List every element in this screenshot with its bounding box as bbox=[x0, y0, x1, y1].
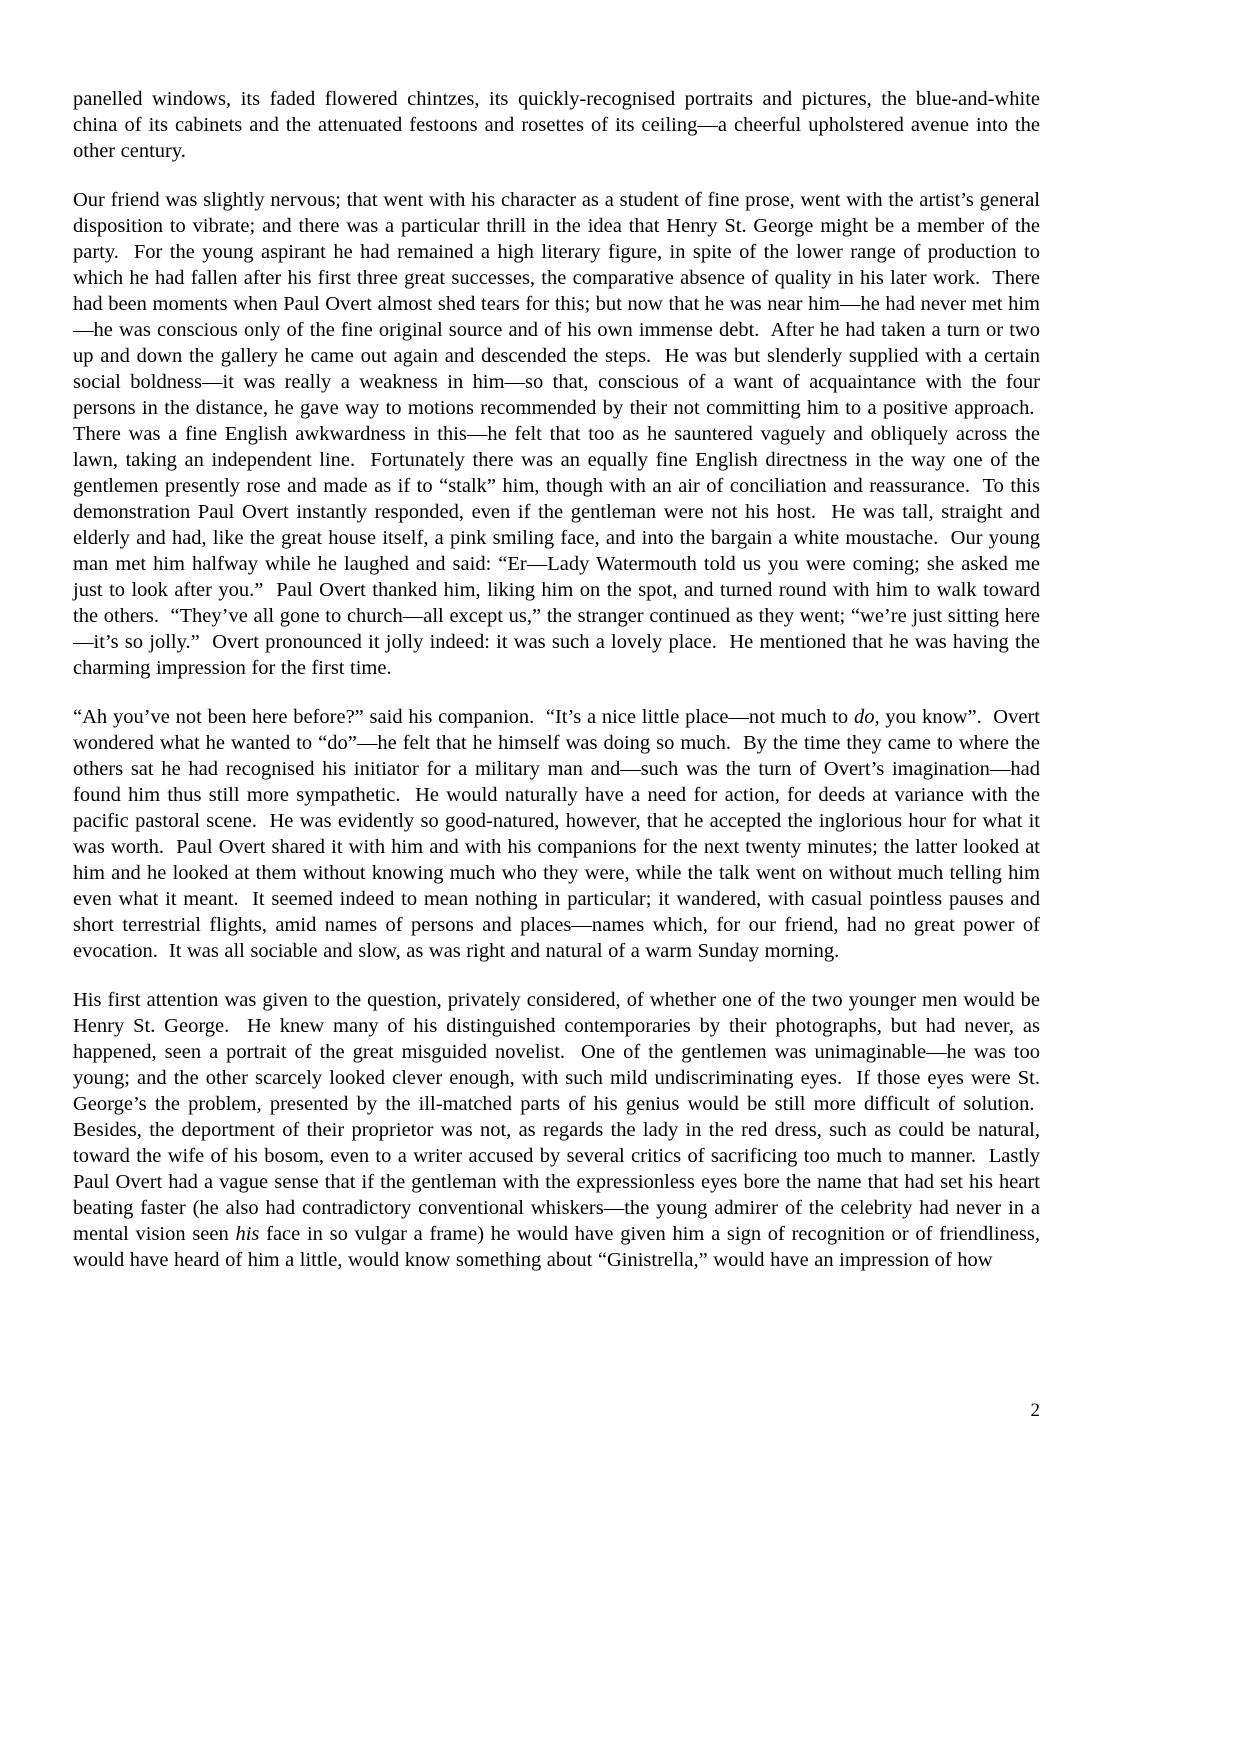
paragraph bbox=[73, 86, 1040, 164]
italic-text-run: his bbox=[235, 1223, 260, 1245]
page-footer bbox=[73, 1399, 1040, 1423]
text-run: panelled windows, its faded flowered chintzes, its quickly-recognised portraits and pictures, the blue-and-white china of its cabinets and the attenuated festoons and rosettes of its ceiling—a cheerful upholstered avenue into the other century. bbox=[73, 88, 1040, 162]
text-run: , you know”. Overt wondered what he wanted to “do”—he felt that he himself was doing so much. By the time they came to where the others sat he had recognised his initiator for a military man and—such was the turn of Overt’s imagination—had found him thus still more sympathetic. He would naturally have a need for action, for deeds at variance with the pacific pastoral scene. He was evidently so good-natured, however, that he accepted the inglorious hour for what it was worth. Paul Overt shared it with him and with his companions for the next twenty minutes; the latter looked at him and he looked at them without knowing much who they were, while the talk went on without much telling him even what it meant. It seemed indeed to mean nothing in particular; it wandered, with casual pointless pauses and short terrestrial flights, amid names of persons and places—names which, for our friend, had no great power of evocation. It was all sociable and slow, as was right and natural of a warm Sunday morning. bbox=[73, 706, 1040, 962]
paragraph bbox=[73, 704, 1040, 964]
page-number: 2 bbox=[1030, 1400, 1040, 1421]
italic-text-run: do bbox=[853, 706, 875, 728]
text-run: face in so vulgar a frame) he would have given him a sign of recognition or of friendliness, would have heard of him a little, would know something about “Ginistrella,” would have an impression of how bbox=[73, 1223, 1040, 1271]
paragraph bbox=[73, 187, 1040, 681]
text-run: Our friend was slightly nervous; that went with his character as a student of fine prose, went with the artist’s general disposition to vibrate; and there was a particular thrill in the idea that Henry St. George might be a member of the party. For the young aspirant he had remained a high literary figure, in spite of the lower range of production to which he had fallen after his first three great successes, the comparative absence of quality in his later work. There had been moments when Paul Overt almost shed tears for this; but now that he was near him—he had never met him—he was conscious only of the fine original source and of his own immense debt. After he had taken a turn or two up and down the gallery he came out again and descended the steps. He was but slenderly supplied with a certain social boldness—it was really a weakness in him—so that, conscious of a want of acquaintance with the four persons in the distance, he gave way to motions recommended by their not committing him to a positive approach. There was a fine English awkwardness in this—he felt that too as he sauntered vaguely and obliquely across the lawn, taking an independent line. Fortunately there was an equally fine English directness in the way one of the gentlemen presently rose and made as if to “stalk” him, though with an air of conciliation and reassurance. To this demonstration Paul Overt instantly responded, even if the gentleman were not his host. He was tall, straight and elderly and had, like the great house itself, a pink smiling face, and into the bargain a white moustache. Our young man met him halfway while he laughed and said: “Er—Lady Watermouth told us you were coming; she asked me just to look after you.” Paul Overt thanked him, liking him on the spot, and turned round with him to walk toward the others. “They’ve all gone to church—all except us,” the stranger continued as they went; “we’re just sitting here—it’s so jolly.” Overt pronounced it jolly indeed: it was such a lovely place. He mentioned that he was having the charming impression for the first time. bbox=[73, 189, 1040, 679]
text-run: “Ah you’ve not been here before?” said his companion. “It’s a nice little place—not much to bbox=[73, 706, 854, 728]
paragraph bbox=[73, 987, 1040, 1273]
text-run: His first attention was given to the question, privately considered, of whether one of the two younger men would be Henry St. George. He knew many of his distinguished contemporaries by their photographs, but had never, as happened, seen a portrait of the great misguided novelist. One of the gentlemen was unimaginable—he was too young; and the other scarcely looked clever enough, with such mild undiscriminating eyes. If those eyes were St. George’s the problem, presented by the ill-matched parts of his genius would be still more difficult of solution. Besides, the deportment of their proprietor was not, as regards the lady in the red dress, such as could be natural, toward the wife of his bosom, even to a writer accused by several critics of sacrificing too much to manner. Lastly Paul Overt had a vague sense that if the gentleman with the expressionless eyes bore the name that had set his heart beating faster (he also had contradictory conventional whiskers—the young admirer of the celebrity had never in a mental vision seen bbox=[73, 989, 1040, 1245]
document-body bbox=[73, 86, 1040, 1296]
